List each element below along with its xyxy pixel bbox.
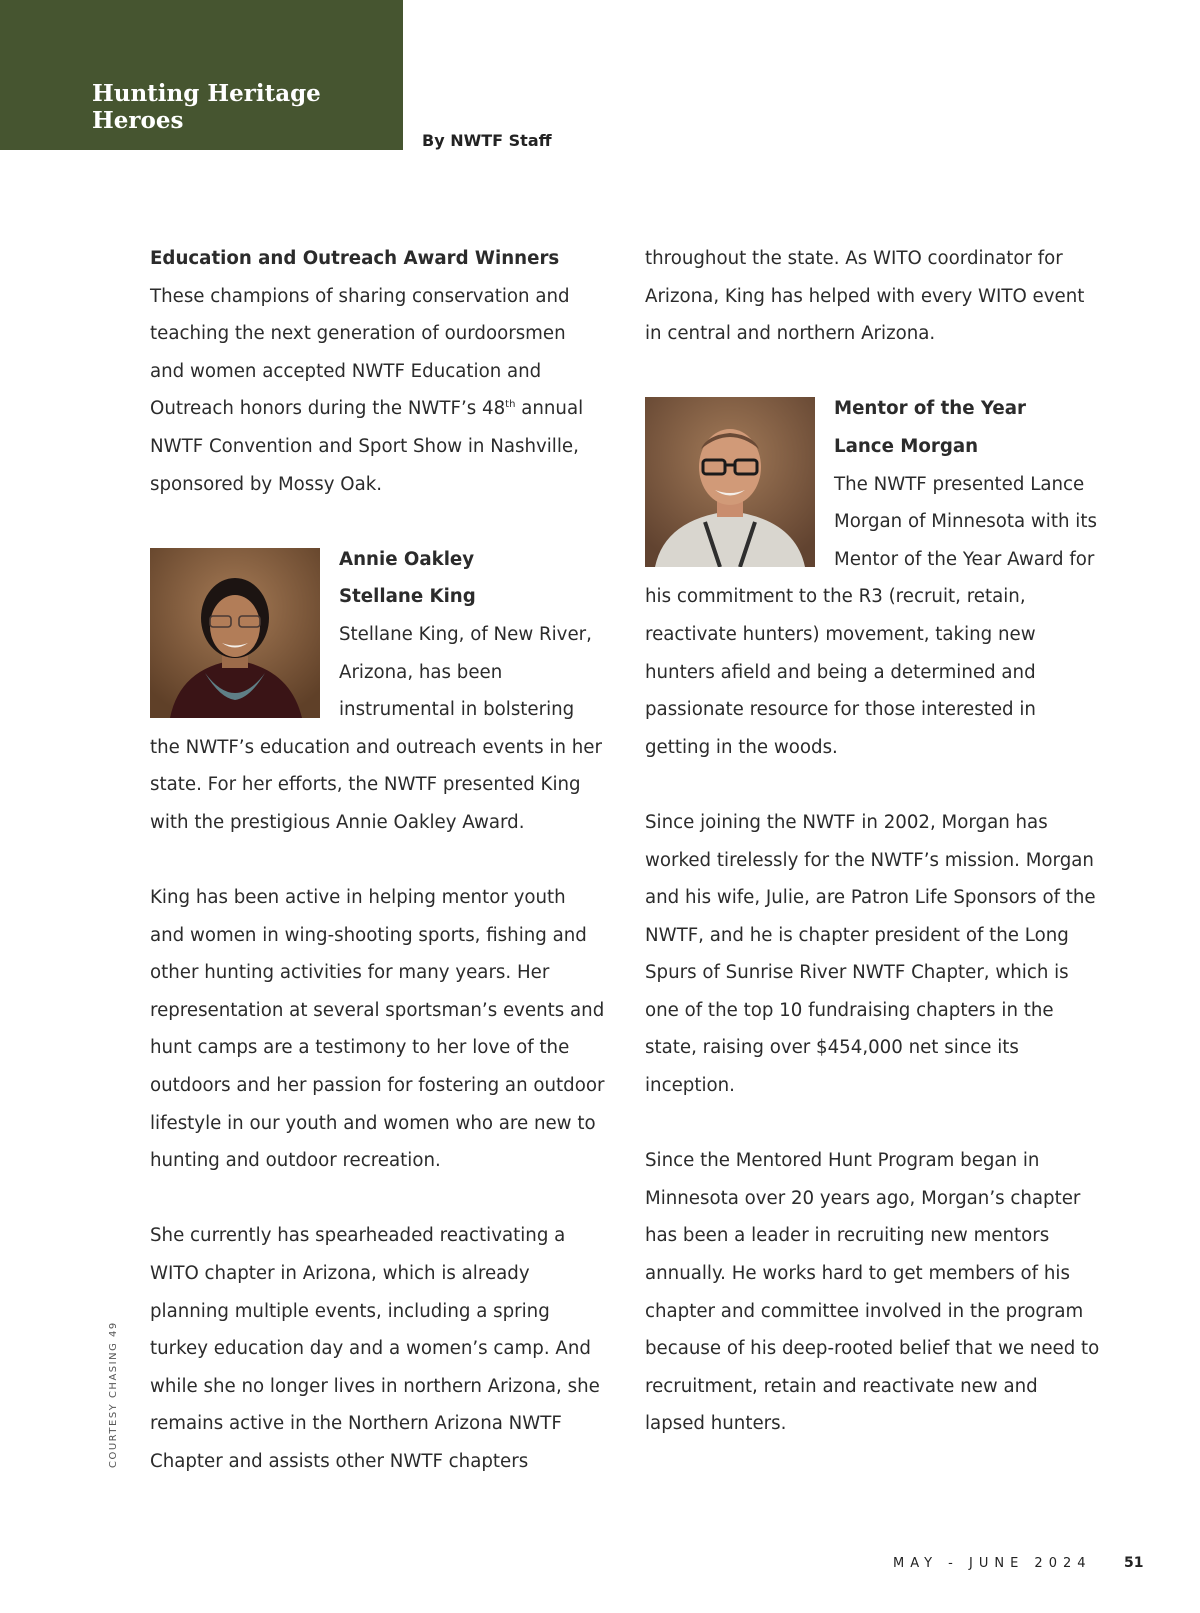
morgan-paragraph-3: Since the Mentored Hunt Program began in Minnesota over 20 years ago, Morgan’s chapter has been a leader in recruiting new mentors annually. He works hard to get members of his chapter and committee involved in the program because of his deep-rooted belief that we need to recruitment, retain and reactivate new and lapsed hunters. bbox=[645, 1150, 1100, 1435]
lance-morgan-photo bbox=[645, 397, 815, 567]
king-paragraph-1: Stellane King, of New River, Arizona, has been instrumental in bolstering the NWTF’s education and outreach events in her state. For her efforts, the NWTF presented King with the prestigious Annie Oakley Award. bbox=[150, 623, 602, 833]
section-heading: Education and Outreach Award Winners bbox=[150, 248, 560, 269]
intro-paragraph bbox=[150, 278, 605, 504]
intro-text-end: annual NWTF Convention and Sport Show in Nashville, sponsored by Mossy Oak. bbox=[150, 398, 584, 495]
issue-date: MAY - JUNE 2024 bbox=[893, 1556, 1092, 1571]
mentor-winner-name: Lance Morgan bbox=[834, 435, 979, 457]
right-column bbox=[645, 240, 1103, 1443]
page-number: 51 bbox=[1124, 1555, 1144, 1571]
morgan-paragraph-2: Since joining the NWTF in 2002, Morgan has worked tirelessly for the NWTF’s mission. Morgan and his wife, Julie, are Patron Life Sponsors of the NWTF, and he is chapter president of the Long Spurs of Sunrise River NWTF Chapter, which is one of the top 10 fundraising chapters in the state, raising over $454,000 net since its inception. bbox=[645, 811, 1096, 1097]
header-banner bbox=[0, 0, 403, 150]
mentor-award-title: Mentor of the Year bbox=[834, 398, 1026, 420]
left-column bbox=[150, 240, 605, 1481]
section-title-line1: Hunting Heritage bbox=[92, 80, 321, 107]
annie-oakley-winner-name: Stellane King bbox=[339, 586, 476, 608]
stellane-king-photo bbox=[150, 548, 320, 718]
king-paragraph-2: King has been active in helping mentor youth and women in wing-shooting sports, fishing and other hunting activities for many years. Her representation at several sportsman’s events and hunt camps are a testimony to her love of the outdoors and her passion for fostering an outdoor lifestyle in our youth and women who are new to hunting and outdoor recreation. bbox=[150, 887, 605, 1172]
morgan-paragraph-1: The NWTF presented Lance Morgan of Minnesota with its Mentor of the Year Award for his commitment to the R3 (recruit, retain, reactivate hunters) movement, taking new hunters afield and being a determined and passionate resource for those interested in getting in the woods. bbox=[645, 473, 1097, 758]
annie-oakley-award-title: Annie Oakley bbox=[339, 548, 475, 570]
king-paragraph-continued: throughout the state. As WITO coordinator for Arizona, King has helped with every WITO event in central and northern Arizona. bbox=[645, 248, 1085, 345]
section-title bbox=[92, 80, 321, 134]
byline: By NWTF Staff bbox=[422, 131, 552, 150]
ordinal-suffix: th bbox=[505, 399, 516, 411]
intro-text: These champions of sharing conservation and teaching the next generation of ourdoorsmen and women accepted NWTF Education and Outreach honors during the NWTF’s 48 bbox=[150, 285, 570, 420]
king-paragraph-3: She currently has spearheaded reactivating a WITO chapter in Arizona, which is already planning multiple events, including a spring turkey education day and a women’s camp. And while she no longer lives in northern Arizona, she remains active in the Northern Arizona NWTF Chapter and assists other NWTF chapters bbox=[150, 1225, 600, 1472]
section-title-line2: Heroes bbox=[92, 107, 184, 134]
photo-credit: COURTESY CHASING 49 bbox=[108, 1321, 119, 1468]
